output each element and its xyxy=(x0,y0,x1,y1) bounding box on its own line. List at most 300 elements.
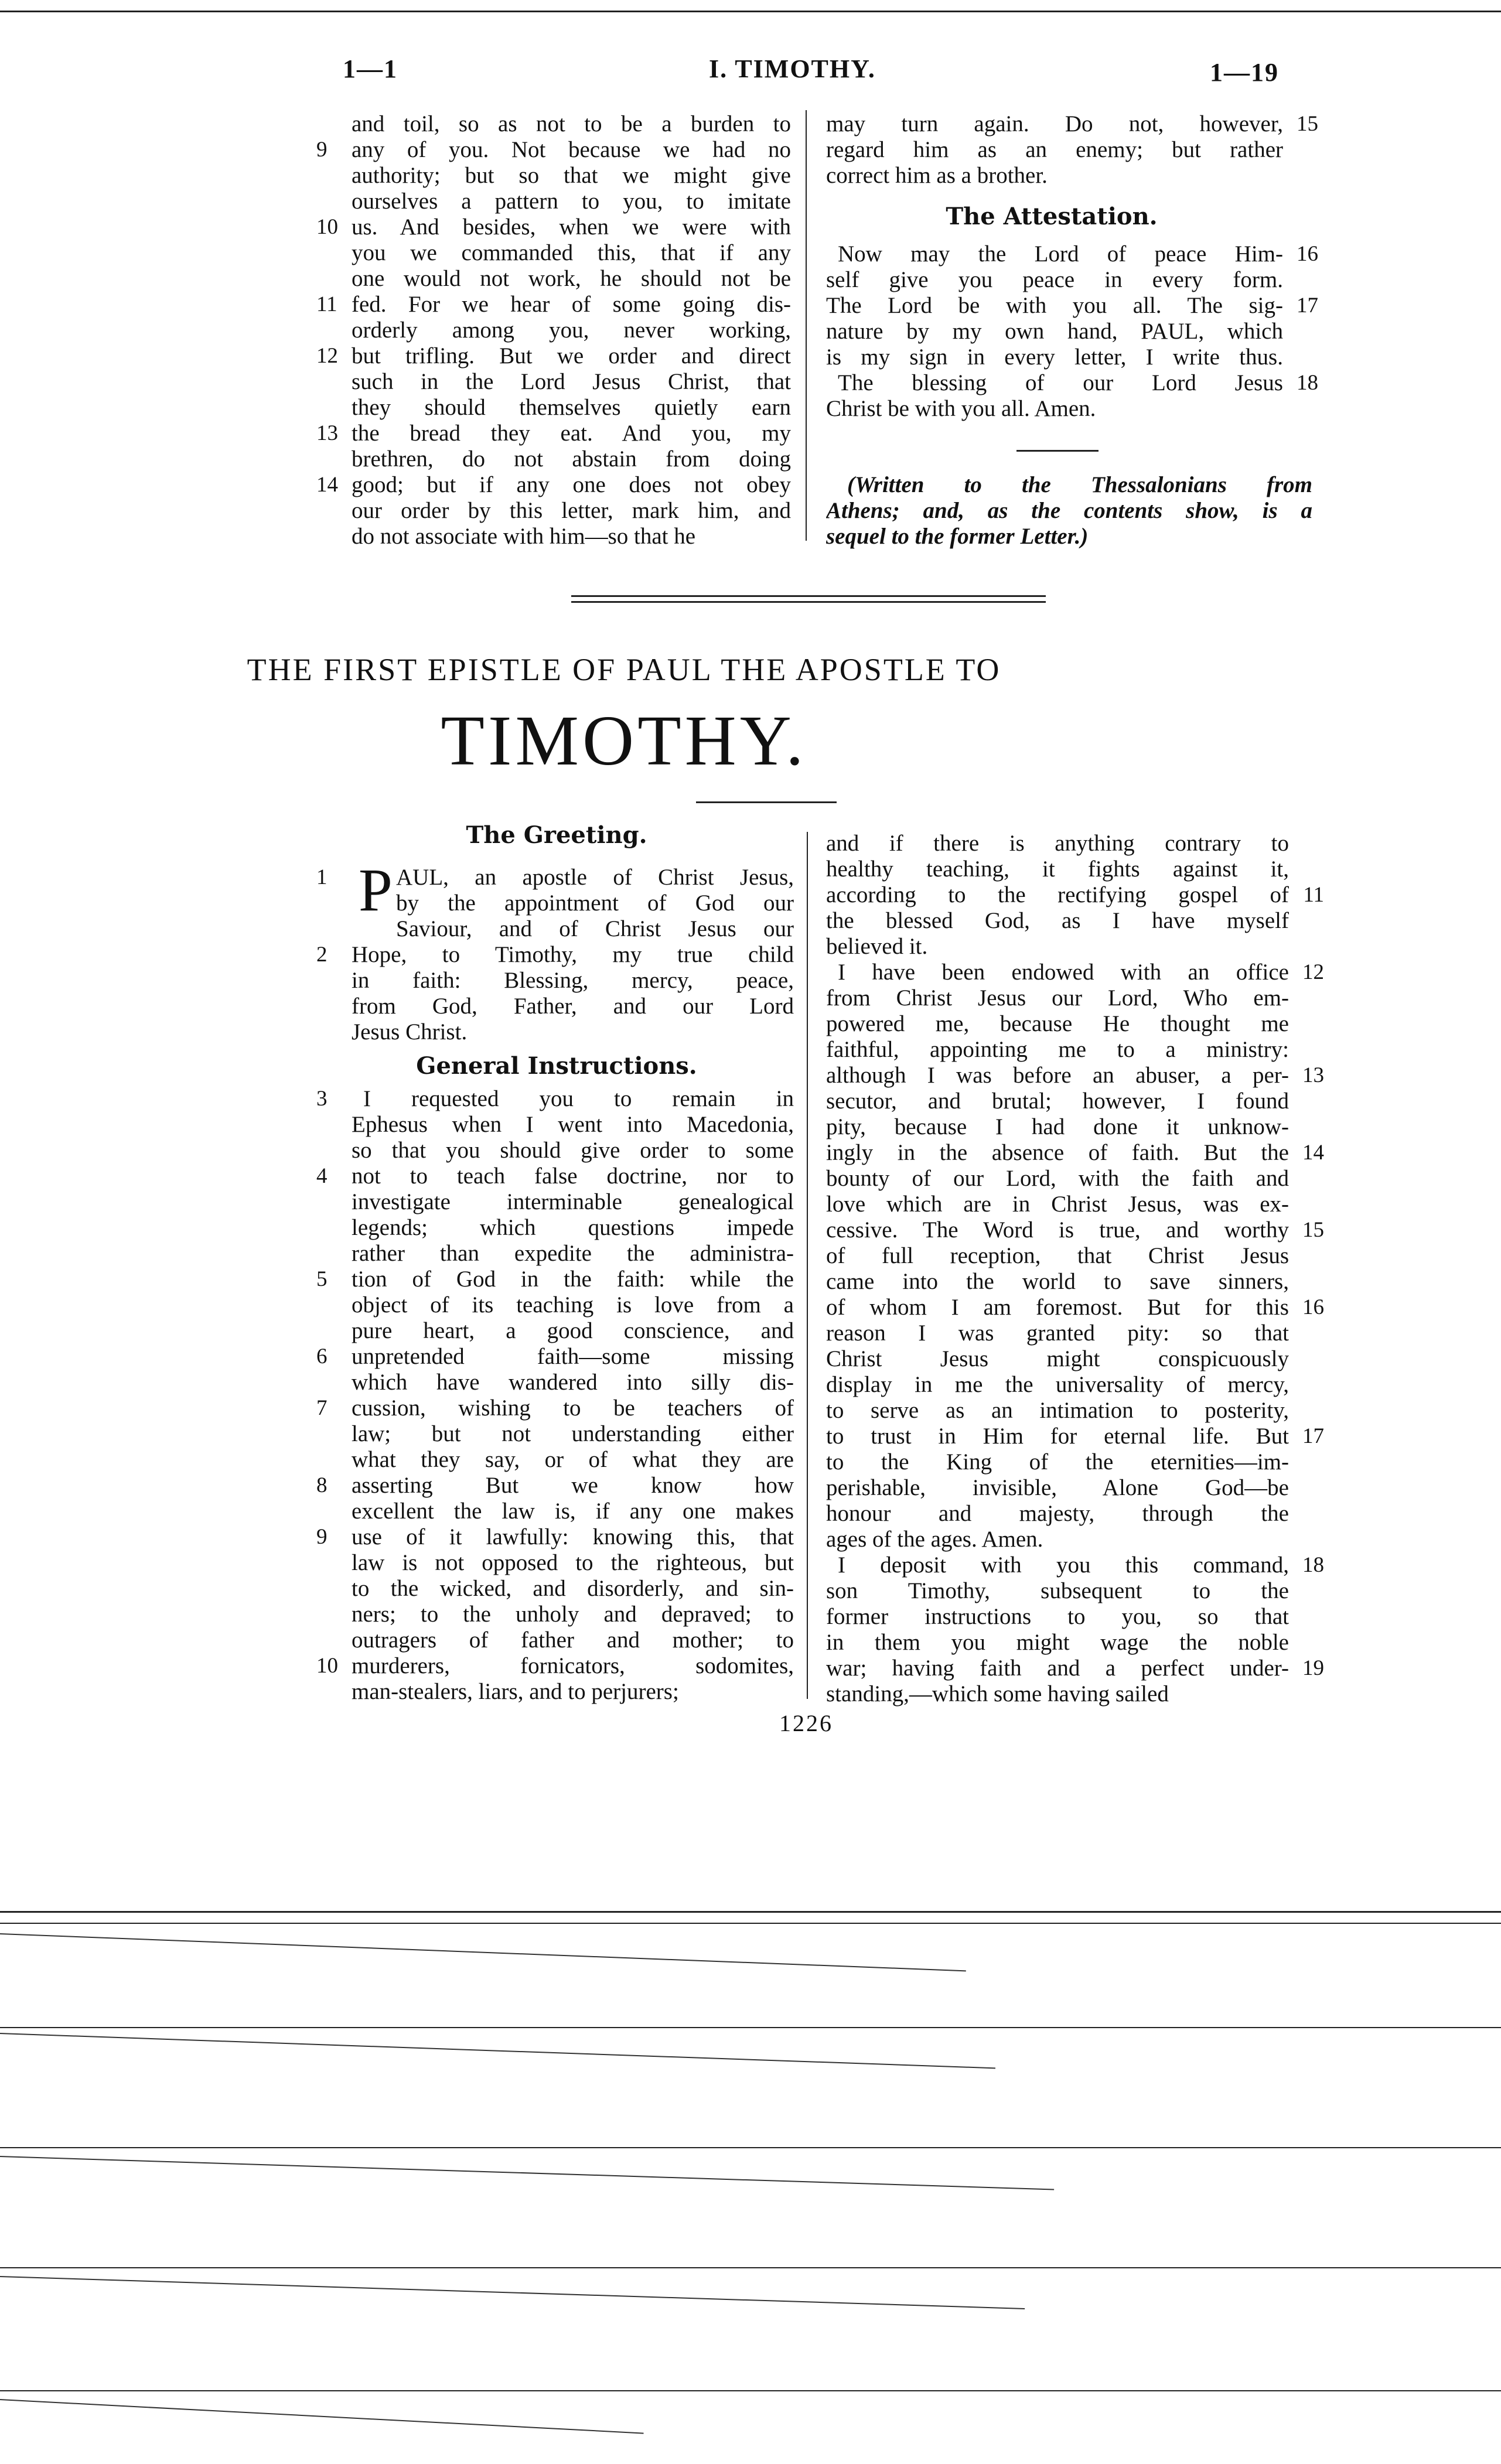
line-text: and if there is anything contrary to xyxy=(826,831,1289,856)
text-line xyxy=(316,1602,794,1627)
verse-number xyxy=(1289,1681,1324,1707)
text-line xyxy=(316,1395,794,1421)
verse-number xyxy=(316,1215,352,1241)
text-line xyxy=(316,240,791,266)
text-line xyxy=(316,994,794,1019)
line-text: bounty of our Lord, with the faith and xyxy=(826,1166,1289,1191)
text-line xyxy=(826,1656,1324,1681)
line-text: to serve as an intimation to posterity, xyxy=(826,1398,1289,1423)
book-title: TIMOTHY. xyxy=(441,701,807,780)
verse-number: 15 xyxy=(1297,112,1318,136)
line-text: Ephesus when I went into Macedonia, xyxy=(352,1112,794,1137)
line-text: by the appointment of God our xyxy=(396,890,794,916)
line-text: honour and majesty, through the xyxy=(826,1501,1289,1526)
text-line xyxy=(826,1578,1324,1604)
verse-number xyxy=(1289,1449,1324,1475)
verse-number xyxy=(316,1627,352,1653)
text-line xyxy=(826,1552,1324,1578)
text-line xyxy=(316,1370,794,1395)
verse-number xyxy=(316,1550,352,1576)
verse-number: 17 xyxy=(1302,1424,1324,1448)
verse-number xyxy=(316,968,352,994)
line-text: rather than expedite the administra- xyxy=(352,1241,794,1266)
line-text: such in the Lord Jesus Christ, that xyxy=(352,369,791,394)
text-line xyxy=(316,369,791,395)
line-text: and toil, so as not to be a burden to xyxy=(352,111,791,136)
line-text: cussion, wishing to be teachers of xyxy=(352,1395,794,1421)
text-line xyxy=(826,163,1318,189)
verse-number: 16 xyxy=(1302,1295,1324,1319)
line-text: although I was before an abuser, a per- xyxy=(826,1063,1289,1088)
verse-number xyxy=(316,1292,352,1318)
verse-number xyxy=(1289,1166,1324,1192)
text-line xyxy=(316,137,791,163)
scan-line xyxy=(0,2027,1501,2028)
text-line xyxy=(316,968,794,994)
verse-number xyxy=(316,318,352,343)
line-text: Jesus Christ. xyxy=(352,1019,468,1045)
text-line xyxy=(826,960,1324,985)
line-text: love which are in Christ Jesus, was ex- xyxy=(826,1192,1289,1217)
column-divider-top xyxy=(806,110,807,541)
line-text: to the King of the eternities—im- xyxy=(826,1449,1289,1475)
verse-number: 17 xyxy=(1297,294,1318,318)
text-line xyxy=(826,908,1324,934)
text-line xyxy=(316,1421,794,1447)
scan-line xyxy=(0,2267,1501,2268)
verse-number xyxy=(1289,1346,1324,1372)
verse-number: 13 xyxy=(316,421,338,445)
verse-number xyxy=(1289,1372,1324,1398)
text-line xyxy=(316,318,791,343)
line-text: outragers of father and mother; to xyxy=(352,1627,794,1653)
line-text: the bread they eat. And you, my xyxy=(352,421,791,446)
verse-number xyxy=(1289,1501,1324,1527)
header-chapter-left: 1—1 xyxy=(343,54,398,83)
text-line xyxy=(316,1019,794,1045)
text-line xyxy=(826,1475,1324,1501)
verse-number: 10 xyxy=(316,215,338,239)
postscript-text: (Written to the Thessalonians from xyxy=(847,472,1312,497)
text-line xyxy=(316,1086,794,1112)
text-line xyxy=(316,343,791,369)
postscript-text: sequel to the former Letter.) xyxy=(826,524,1089,549)
line-text: fed. For we hear of some going dis- xyxy=(352,292,791,317)
text-line xyxy=(826,396,1318,422)
verse-number: 8 xyxy=(316,1473,328,1497)
text-line xyxy=(826,1011,1324,1037)
verse-number xyxy=(1289,1578,1324,1604)
verse-number: 18 xyxy=(1302,1553,1324,1577)
text-line xyxy=(826,1424,1324,1449)
text-line xyxy=(316,1318,794,1344)
text-line xyxy=(316,1524,794,1550)
line-text: but trifling. But we order and direct xyxy=(352,343,791,368)
line-text: one would not work, he should not be xyxy=(352,266,791,291)
text-line xyxy=(316,163,791,189)
verse-number xyxy=(316,916,352,942)
verse-number xyxy=(1289,1243,1324,1269)
postscript-text: Athens; and, as the contents show, is a xyxy=(826,498,1312,523)
line-text: war; having faith and a perfect under- xyxy=(826,1656,1289,1681)
text-line xyxy=(316,1447,794,1473)
scan-line xyxy=(0,2156,1054,2190)
line-text: ners; to the unholy and depraved; to xyxy=(352,1602,794,1627)
verse-number: 4 xyxy=(316,1164,328,1188)
text-line xyxy=(316,942,794,968)
scan-line xyxy=(0,2276,1025,2309)
text-line xyxy=(826,370,1318,396)
section-double-rule-top xyxy=(571,595,1046,597)
line-text: to trust in Him for eternal life. But xyxy=(826,1424,1289,1449)
text-line xyxy=(826,1088,1324,1114)
line-text: regard him as an enemy; but rather xyxy=(826,137,1283,162)
verse-number xyxy=(1289,831,1324,856)
verse-number xyxy=(316,369,352,395)
verse-number: 1 xyxy=(316,865,328,889)
scan-line xyxy=(0,1911,1501,1913)
line-text: Hope, to Timothy, my true child xyxy=(352,942,794,967)
verse-number xyxy=(316,1318,352,1344)
text-line xyxy=(826,1114,1324,1140)
text-line xyxy=(826,267,1318,293)
text-line xyxy=(316,524,791,550)
line-text: former instructions to you, so that xyxy=(826,1604,1289,1629)
title-rule xyxy=(696,801,837,803)
verse-number: 5 xyxy=(316,1267,328,1291)
line-text: AUL, an apostle of Christ Jesus, xyxy=(396,865,794,890)
text-line xyxy=(826,1320,1324,1346)
verse-number xyxy=(316,395,352,421)
line-text: use of it lawfully: knowing this, that xyxy=(352,1524,794,1550)
verse-number xyxy=(316,1019,352,1045)
verse-number: 9 xyxy=(316,1525,328,1549)
text-line xyxy=(316,1679,794,1705)
text-line xyxy=(316,1627,794,1653)
line-text: I have been endowed with an office xyxy=(838,960,1289,985)
text-line xyxy=(316,421,791,446)
line-text: Saviour, and of Christ Jesus our xyxy=(396,916,794,941)
section-double-rule-bottom xyxy=(571,601,1046,603)
text-line xyxy=(826,293,1318,319)
verse-number xyxy=(1289,934,1324,960)
verse-number: 10 xyxy=(316,1654,338,1678)
text-line xyxy=(316,395,791,421)
text-line xyxy=(826,831,1324,856)
line-text: from Christ Jesus our Lord, Who em- xyxy=(826,985,1289,1011)
line-text: correct him as a brother. xyxy=(826,163,1048,188)
line-text: unpretended faith—some missing xyxy=(352,1344,794,1369)
line-text: may turn again. Do not, however, xyxy=(826,111,1283,136)
text-line xyxy=(826,1063,1324,1088)
verse-number xyxy=(1289,1320,1324,1346)
text-line xyxy=(316,1138,794,1163)
text-line xyxy=(826,1501,1324,1527)
line-text: faithful, appointing me to a ministry: xyxy=(826,1037,1289,1062)
verse-number: 16 xyxy=(1297,242,1318,266)
line-text: the blessed God, as I have myself xyxy=(826,908,1289,933)
verse-number: 11 xyxy=(1303,883,1324,907)
verse-number: 2 xyxy=(316,943,328,967)
line-text: which have wandered into silly dis- xyxy=(352,1370,794,1395)
verse-number xyxy=(1289,856,1324,882)
verse-number xyxy=(316,1370,352,1395)
verse-number xyxy=(316,1576,352,1602)
line-text: believed it. xyxy=(826,934,928,959)
line-text: nature by my own hand, PAUL, which xyxy=(826,319,1283,344)
top-left-column xyxy=(316,111,791,550)
greeting-heading: The Greeting. xyxy=(466,821,647,849)
text-line xyxy=(316,1292,794,1318)
text-line xyxy=(316,1267,794,1292)
verse-number xyxy=(316,1499,352,1524)
verse-number xyxy=(1289,985,1324,1011)
text-line xyxy=(826,985,1324,1011)
verse-number xyxy=(1283,319,1318,344)
verse-number xyxy=(1283,137,1318,163)
line-text: Now may the Lord of peace Him- xyxy=(838,241,1283,267)
line-text: tion of God in the faith: while the xyxy=(352,1267,794,1292)
line-text: powered me, because He thought me xyxy=(826,1011,1289,1036)
verse-number xyxy=(1283,163,1318,189)
scan-line xyxy=(0,2390,1501,2391)
verse-number xyxy=(1283,344,1318,370)
text-line xyxy=(826,934,1324,960)
instructions-text xyxy=(316,1086,794,1705)
verse-number: 3 xyxy=(316,1087,328,1111)
text-line xyxy=(316,472,791,498)
verse-number: 19 xyxy=(1302,1656,1324,1680)
line-text: cessive. The Word is true, and worthy xyxy=(826,1217,1289,1243)
verse-number xyxy=(316,1241,352,1267)
text-line xyxy=(316,1189,794,1215)
verse-number xyxy=(1289,1011,1324,1037)
text-line xyxy=(316,1499,794,1524)
line-text: pity, because I had done it unknow- xyxy=(826,1114,1289,1139)
verse-number xyxy=(316,1189,352,1215)
line-text: secutor, and brutal; however, I found xyxy=(826,1088,1289,1114)
line-text: man-stealers, liars, and to perjurers; xyxy=(352,1679,679,1704)
line-text: law; but not understanding either xyxy=(352,1421,794,1446)
text-line xyxy=(826,344,1318,370)
text-line xyxy=(826,856,1324,882)
line-text: of whom I am foremost. But for this xyxy=(826,1295,1289,1320)
line-text: good; but if any one does not obey xyxy=(352,472,791,497)
verse-number xyxy=(316,1421,352,1447)
line-text: what they say, or of what they are xyxy=(352,1447,794,1472)
scan-line xyxy=(0,1933,966,1971)
verse-number xyxy=(316,1138,352,1163)
line-text: I deposit with you this command, xyxy=(838,1552,1289,1578)
scan-line xyxy=(0,2147,1501,2148)
line-text: standing,—which some having sailed xyxy=(826,1681,1169,1707)
text-line xyxy=(316,1653,794,1679)
line-text: from God, Father, and our Lord xyxy=(352,994,794,1019)
text-line xyxy=(316,189,791,214)
verse-number xyxy=(316,163,352,189)
text-line xyxy=(826,1295,1324,1320)
line-text: our order by this letter, mark him, and xyxy=(352,498,791,523)
text-line xyxy=(316,1215,794,1241)
page-number: 1226 xyxy=(779,1710,833,1736)
scan-line xyxy=(0,1923,1501,1924)
verse-number: 9 xyxy=(316,138,328,162)
scan-line xyxy=(0,2033,995,2069)
line-text: is my sign in every letter, I write thus. xyxy=(826,344,1283,370)
line-text: according to the rectifying gospel of xyxy=(826,882,1289,907)
text-line xyxy=(316,1241,794,1267)
postscript-line xyxy=(826,472,1312,498)
line-text: any of you. Not because we had no xyxy=(352,137,791,162)
verse-number xyxy=(316,446,352,472)
text-line xyxy=(316,498,791,524)
text-line xyxy=(316,1163,794,1189)
verse-number xyxy=(316,1447,352,1473)
line-text: came into the world to save sinners, xyxy=(826,1269,1289,1294)
verse-number: 15 xyxy=(1302,1218,1324,1242)
line-text: ourselves a pattern to you, to imitate xyxy=(352,189,791,214)
line-text: excellent the law is, if any one makes xyxy=(352,1499,794,1524)
text-line xyxy=(826,241,1318,267)
verse-number xyxy=(316,1602,352,1627)
text-line xyxy=(826,1217,1324,1243)
verse-number xyxy=(316,524,352,550)
line-text: Christ Jesus might conspicuously xyxy=(826,1346,1289,1371)
line-text: so that you should give order to some xyxy=(352,1138,794,1163)
header-book-title: I. TIMOTHY. xyxy=(709,54,876,83)
top-right-column xyxy=(826,111,1318,189)
text-line xyxy=(826,1449,1324,1475)
text-line xyxy=(316,1473,794,1499)
text-line xyxy=(316,446,791,472)
scan-line xyxy=(0,2399,644,2434)
verse-number xyxy=(316,994,352,1019)
line-text: perishable, invisible, Alone God—be xyxy=(826,1475,1289,1500)
line-text: object of its teaching is love from a xyxy=(352,1292,794,1318)
verse-number xyxy=(1289,1269,1324,1295)
text-line xyxy=(316,266,791,292)
line-text: self give you peace in every form. xyxy=(826,267,1283,292)
verse-number: 18 xyxy=(1297,371,1318,395)
text-line xyxy=(316,1344,794,1370)
postscript-line xyxy=(826,498,1312,524)
line-text: pure heart, a good conscience, and xyxy=(352,1318,794,1343)
line-text: of full reception, that Christ Jesus xyxy=(826,1243,1289,1268)
text-line xyxy=(826,1630,1324,1656)
line-text: legends; which questions impede xyxy=(352,1215,794,1240)
verse-number xyxy=(1283,267,1318,293)
verse-number: 11 xyxy=(316,292,337,316)
text-line xyxy=(826,1398,1324,1424)
line-text: in them you might wage the noble xyxy=(826,1630,1289,1655)
line-text: The Lord be with you all. The sig- xyxy=(826,293,1283,318)
verse-number xyxy=(316,890,352,916)
line-text: they should themselves quietly earn xyxy=(352,395,791,420)
text-line xyxy=(316,214,791,240)
verse-number xyxy=(316,498,352,524)
verse-number xyxy=(316,189,352,214)
right-column-text xyxy=(826,831,1324,1707)
line-text: in faith: Blessing, mercy, peace, xyxy=(352,968,794,993)
line-text: display in me the universality of mercy, xyxy=(826,1372,1289,1397)
verse-number xyxy=(1289,908,1324,934)
verse-number: 12 xyxy=(316,344,338,368)
line-text: healthy teaching, it fights against it, xyxy=(826,856,1289,882)
verse-number xyxy=(316,266,352,292)
line-text: ingly in the absence of faith. But the xyxy=(826,1140,1289,1165)
verse-number: 7 xyxy=(316,1396,328,1420)
text-line xyxy=(316,111,791,137)
verse-number xyxy=(1289,1192,1324,1217)
text-line xyxy=(826,1346,1324,1372)
line-text: murderers, fornicators, sodomites, xyxy=(352,1653,794,1678)
verse-number xyxy=(316,1112,352,1138)
line-text: investigate interminable genealogical xyxy=(352,1189,794,1214)
verse-number xyxy=(1289,1630,1324,1656)
text-line xyxy=(826,1681,1324,1707)
verse-number xyxy=(316,240,352,266)
text-line xyxy=(826,1527,1324,1552)
text-line xyxy=(826,1166,1324,1192)
verse-number xyxy=(1289,1037,1324,1063)
text-line xyxy=(826,1037,1324,1063)
postscript xyxy=(826,472,1312,550)
line-text: reason I was granted pity: so that xyxy=(826,1320,1289,1346)
text-line xyxy=(316,1576,794,1602)
verse-number: 14 xyxy=(316,473,338,497)
top-border xyxy=(0,11,1501,12)
text-line xyxy=(826,1269,1324,1295)
header-chapter-right: 1—19 xyxy=(1210,58,1279,87)
attestation-rule xyxy=(1016,450,1099,452)
greeting-drop-cap: P xyxy=(359,856,393,924)
postscript-line xyxy=(826,524,1312,550)
verse-number xyxy=(1289,1604,1324,1630)
verse-number xyxy=(1289,1398,1324,1424)
line-text: asserting But we know how xyxy=(352,1473,794,1498)
line-text: us. And besides, when we were with xyxy=(352,214,791,240)
line-text: to the wicked, and disorderly, and sin- xyxy=(352,1576,794,1601)
column-divider-bottom xyxy=(807,832,808,1699)
line-text: not to teach false doctrine, nor to xyxy=(352,1163,794,1189)
attestation-heading: The Attestation. xyxy=(946,203,1158,230)
verse-number xyxy=(1283,396,1318,422)
line-text: authority; but so that we might give xyxy=(352,163,791,188)
text-line xyxy=(826,1192,1324,1217)
text-line xyxy=(826,137,1318,163)
line-text: brethren, do not abstain from doing xyxy=(352,446,791,472)
attestation-text xyxy=(826,241,1318,422)
verse-number: 13 xyxy=(1302,1063,1324,1087)
line-text: Christ be with you all. Amen. xyxy=(826,396,1096,421)
line-text: orderly among you, never working, xyxy=(352,318,791,343)
line-text: ages of the ages. Amen. xyxy=(826,1527,1043,1552)
verse-number: 14 xyxy=(1302,1141,1324,1165)
text-line xyxy=(826,1604,1324,1630)
text-line xyxy=(826,1243,1324,1269)
line-text: son Timothy, subsequent to the xyxy=(826,1578,1289,1603)
line-text: do not associate with him—so that he xyxy=(352,524,696,549)
text-line xyxy=(826,319,1318,344)
verse-number xyxy=(1289,1475,1324,1501)
line-text: law is not opposed to the righteous, but xyxy=(352,1550,794,1575)
line-text: you we commanded this, that if any xyxy=(352,240,791,265)
verse-number: 12 xyxy=(1302,960,1324,984)
instructions-heading: General Instructions. xyxy=(416,1052,697,1080)
verse-number xyxy=(316,1679,352,1705)
verse-number: 6 xyxy=(316,1344,328,1368)
text-line xyxy=(316,1112,794,1138)
